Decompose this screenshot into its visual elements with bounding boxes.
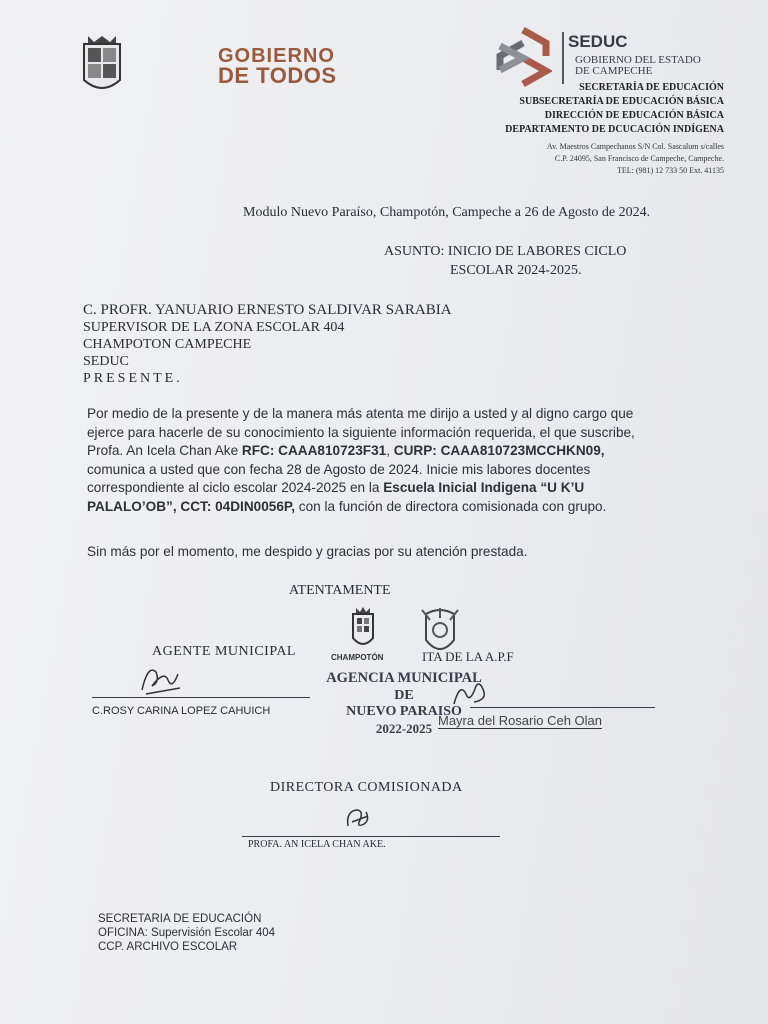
dept-line-4: DEPARTAMENTO DE DCUCACIÓN INDÍGENA [505,124,724,135]
apf-name: Mayra del Rosario Ceh Olan [438,713,603,728]
seduc-subtitle-line2: DE CAMPECHE [575,65,653,77]
body-line-3: Profa. An Icela Chan Ake RFC: CAAA810723F31, CURP: CAAA810723MCCHKN09, [87,443,605,458]
body-paragraph [87,405,635,516]
recipient-presente: PRESENTE. [83,371,183,386]
municipal-seal-icon [350,606,376,652]
body-line-6: PALALO’OB”, CCT: 04DIN0056P, con la función de directora comisionada con grupo. [87,498,607,514]
apf-title: ITA DE LA A.P.F [422,649,514,664]
dept-line-2: SUBSECRETARÍA DE EDUCACIÓN BÁSICA [519,96,724,107]
body-line-2: ejerce para hacerle de su conocimiento la siguiente información requerida, el que suscribe, [87,424,635,440]
body-line-5: correspondiente al ciclo escolar 2024-2025 en la Escuela Inicial Indigena “U K’U [87,480,585,495]
agente-name: C.ROSY CARINA LOPEZ CAHUICH [92,705,271,717]
apf-signature-line [470,707,655,708]
recipient-org: SEDUC [83,354,129,369]
seduc-subtitle-line1: GOBIERNO DEL ESTADO [575,54,701,66]
subject-line-1: ASUNTO: INICIO DE LABORES CICLO [384,244,627,259]
seal-caption: CHAMPOTÓN [331,653,384,662]
dept-line-3: DIRECCIÓN DE EDUCACIÓN BÁSICA [544,110,724,121]
stamp-line-4: 2022-2025 [375,721,433,736]
ccp-line-1: SECRETARIA DE EDUCACIÓN [98,913,262,925]
stamp-line-3: NUEVO PARAISO [346,704,462,719]
date-line: Modulo Nuevo Paraíso, Champotón, Campeche a 26 de Agosto de 2024. [243,205,651,220]
directora-title: DIRECTORA COMISIONADA [270,780,463,795]
subject-line-2: ESCOLAR 2024-2025. [450,263,582,278]
apf-signature-icon [450,676,490,710]
recipient-name: C. PROFR. YANUARIO ERNESTO SALDIVAR SARABIA [83,302,452,318]
gobierno-logo [218,46,337,86]
gobierno-logo-line1: GOBIERNO [218,45,335,67]
ccp-line-2: OFICINA: Supervisión Escolar 404 [98,927,276,939]
body-line-4: comunica a usted que con fecha 28 de Agosto de 2024. Inicie mis labores docentes [87,461,591,477]
atentamente: ATENTAMENTE [289,583,391,598]
seduc-divider [562,32,564,84]
ccp-block [98,912,275,954]
address-line-1: Av. Maestros Campechanos S/N Col. Sascalum s/calles [546,142,724,151]
seduc-logo-icon [494,26,552,88]
ccp-line-3: CCP. ARCHIVO ESCOLAR [98,941,238,953]
address-line-3: TEL: (981) 12 733 50 Ext. 41135 [616,166,724,175]
campeche-crest-icon [80,34,124,98]
closing-sentence: Sin más por el momento, me despido y gracias por su atención prestada. [87,544,528,559]
dept-line-1: SECRETARÍA DE EDUCACIÓN [579,82,724,93]
agente-signature-icon [138,660,184,698]
body-line-1: Por medio de la presente y de la manera más atenta me dirijo a usted y al digno cargo que [87,406,634,421]
directora-signature-line [242,836,500,837]
directora-name: PROFA. AN ICELA CHAN AKE. [248,839,386,850]
gobierno-logo-line2: DE TODOS [218,63,337,88]
recipient-city: CHAMPOTON CAMPECHE [83,337,252,352]
seduc-title: SEDUC [568,32,628,51]
stamp-line-1: AGENCIA MUNICIPAL [326,670,482,686]
address-line-2: C.P. 24095, San Francisco de Campeche, Campeche. [554,154,724,163]
agente-municipal-label: AGENTE MUNICIPAL [152,644,296,659]
recipient-title: SUPERVISOR DE LA ZONA ESCOLAR 404 [83,320,345,335]
seduc-subtitle [575,55,701,77]
directora-signature-icon [342,802,374,834]
stamp-line-2: DE [394,688,414,703]
agente-signature-line [92,697,310,698]
